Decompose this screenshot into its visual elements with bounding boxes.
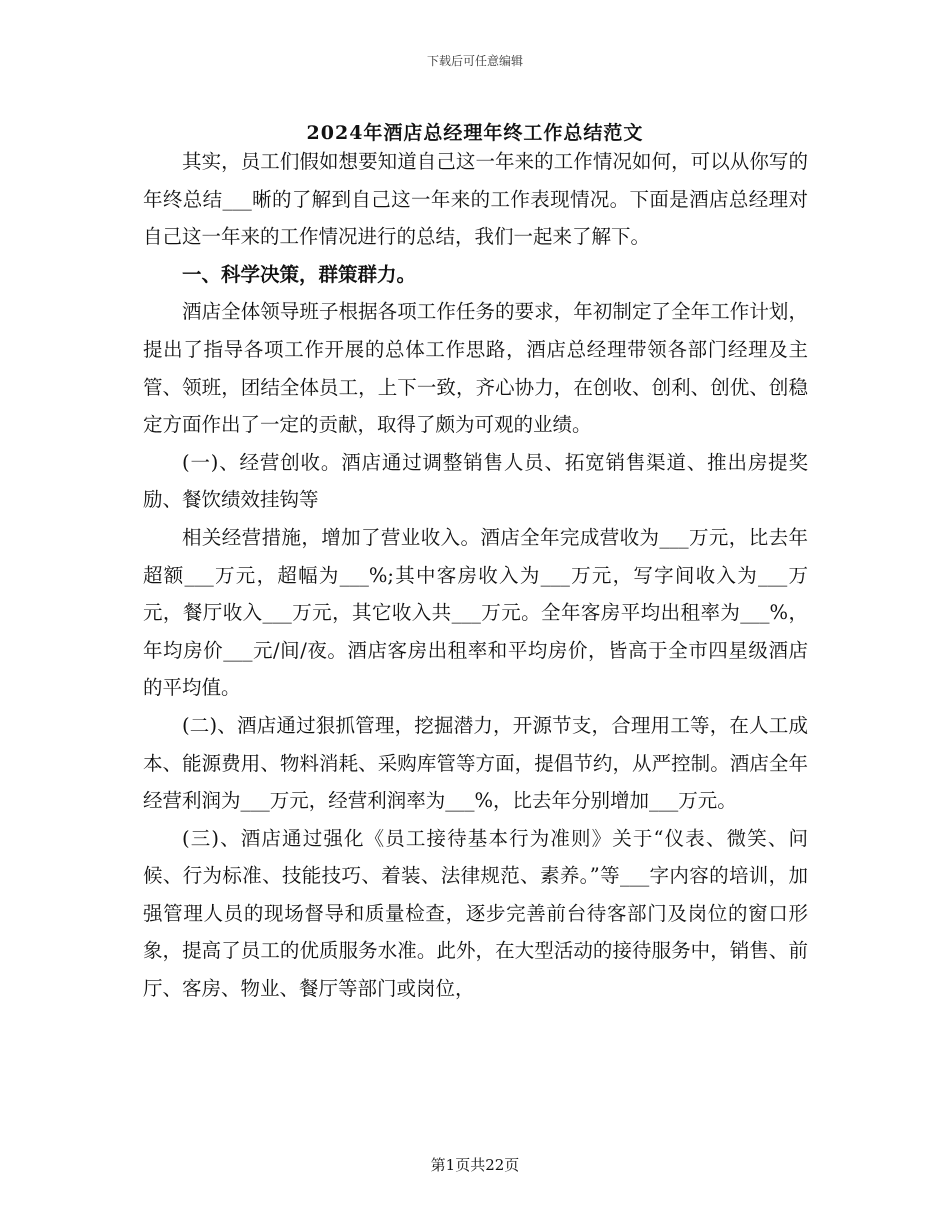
section-heading-1: 一、科学决策，群策群力。 <box>182 262 417 286</box>
body-paragraph: (二)、酒店通过狠抓管理，挖掘潜力，开源节支，合理用工等，在人工成本、能源费用、物料消耗、采购库管等方面，提倡节约，从严控制。酒店全年经营利润为___万元，经营利润率为___%，比去年分别增加___万元。 <box>143 713 808 813</box>
body-paragraph: (三)、酒店通过强化《员工接待基本行为准则》关于“仪表、微笑、问候、行为标准、技能技巧、着装、法律规范、素养。”等___字内容的培训，加强管理人员的现场督导和质量检查，逐步完善前台待客部门及岗位的窗口形象，提高了员工的优质服务水准。此外，在大型活动的接待服务中，销售、前厅、客房、物业、餐厅等部门或岗位， <box>143 826 808 1001</box>
intro-paragraph: 其实，员工们假如想要知道自己这一年来的工作情况如何，可以从你写的年终总结___晰的了解到自己这一年来的工作表现情况。下面是酒店总经理对自己这一年来的工作情况进行的总结，我们一起来了解下。 <box>143 150 808 249</box>
body-paragraph: 相关经营措施，增加了营业收入。酒店全年完成营收为___万元，比去年超额___万元，超幅为___%;其中客房收入为___万元，写字间收入为___万元，餐厅收入___万元，其它收入共___万元。全年客房平均出租率为___%，年均房价___元/间/夜。酒店客房出租率和平均房价，皆高于全市四星级酒店的平均值。 <box>143 525 808 700</box>
page-number: 第1页共22页 <box>430 1156 520 1174</box>
body-paragraph: (一)、经营创收。酒店通过调整销售人员、拓宽销售渠道、推出房提奖励、餐饮绩效挂钩等 <box>143 450 808 512</box>
body-paragraph: 酒店全体领导班子根据各项工作任务的要求，年初制定了全年工作计划，提出了指导各项工作开展的总体工作思路，酒店总经理带领各部门经理及主管、领班，团结全体员工，上下一致，齐心协力，在创收、创利、创优、创稳定方面作出了一定的贡献，取得了颇为可观的业绩。 <box>143 300 808 437</box>
document-title: 2024年酒店总经理年终工作总结范文 <box>306 122 644 144</box>
editable-note: 下载后可任意编辑 <box>426 54 523 68</box>
document-body <box>143 143 808 1008</box>
